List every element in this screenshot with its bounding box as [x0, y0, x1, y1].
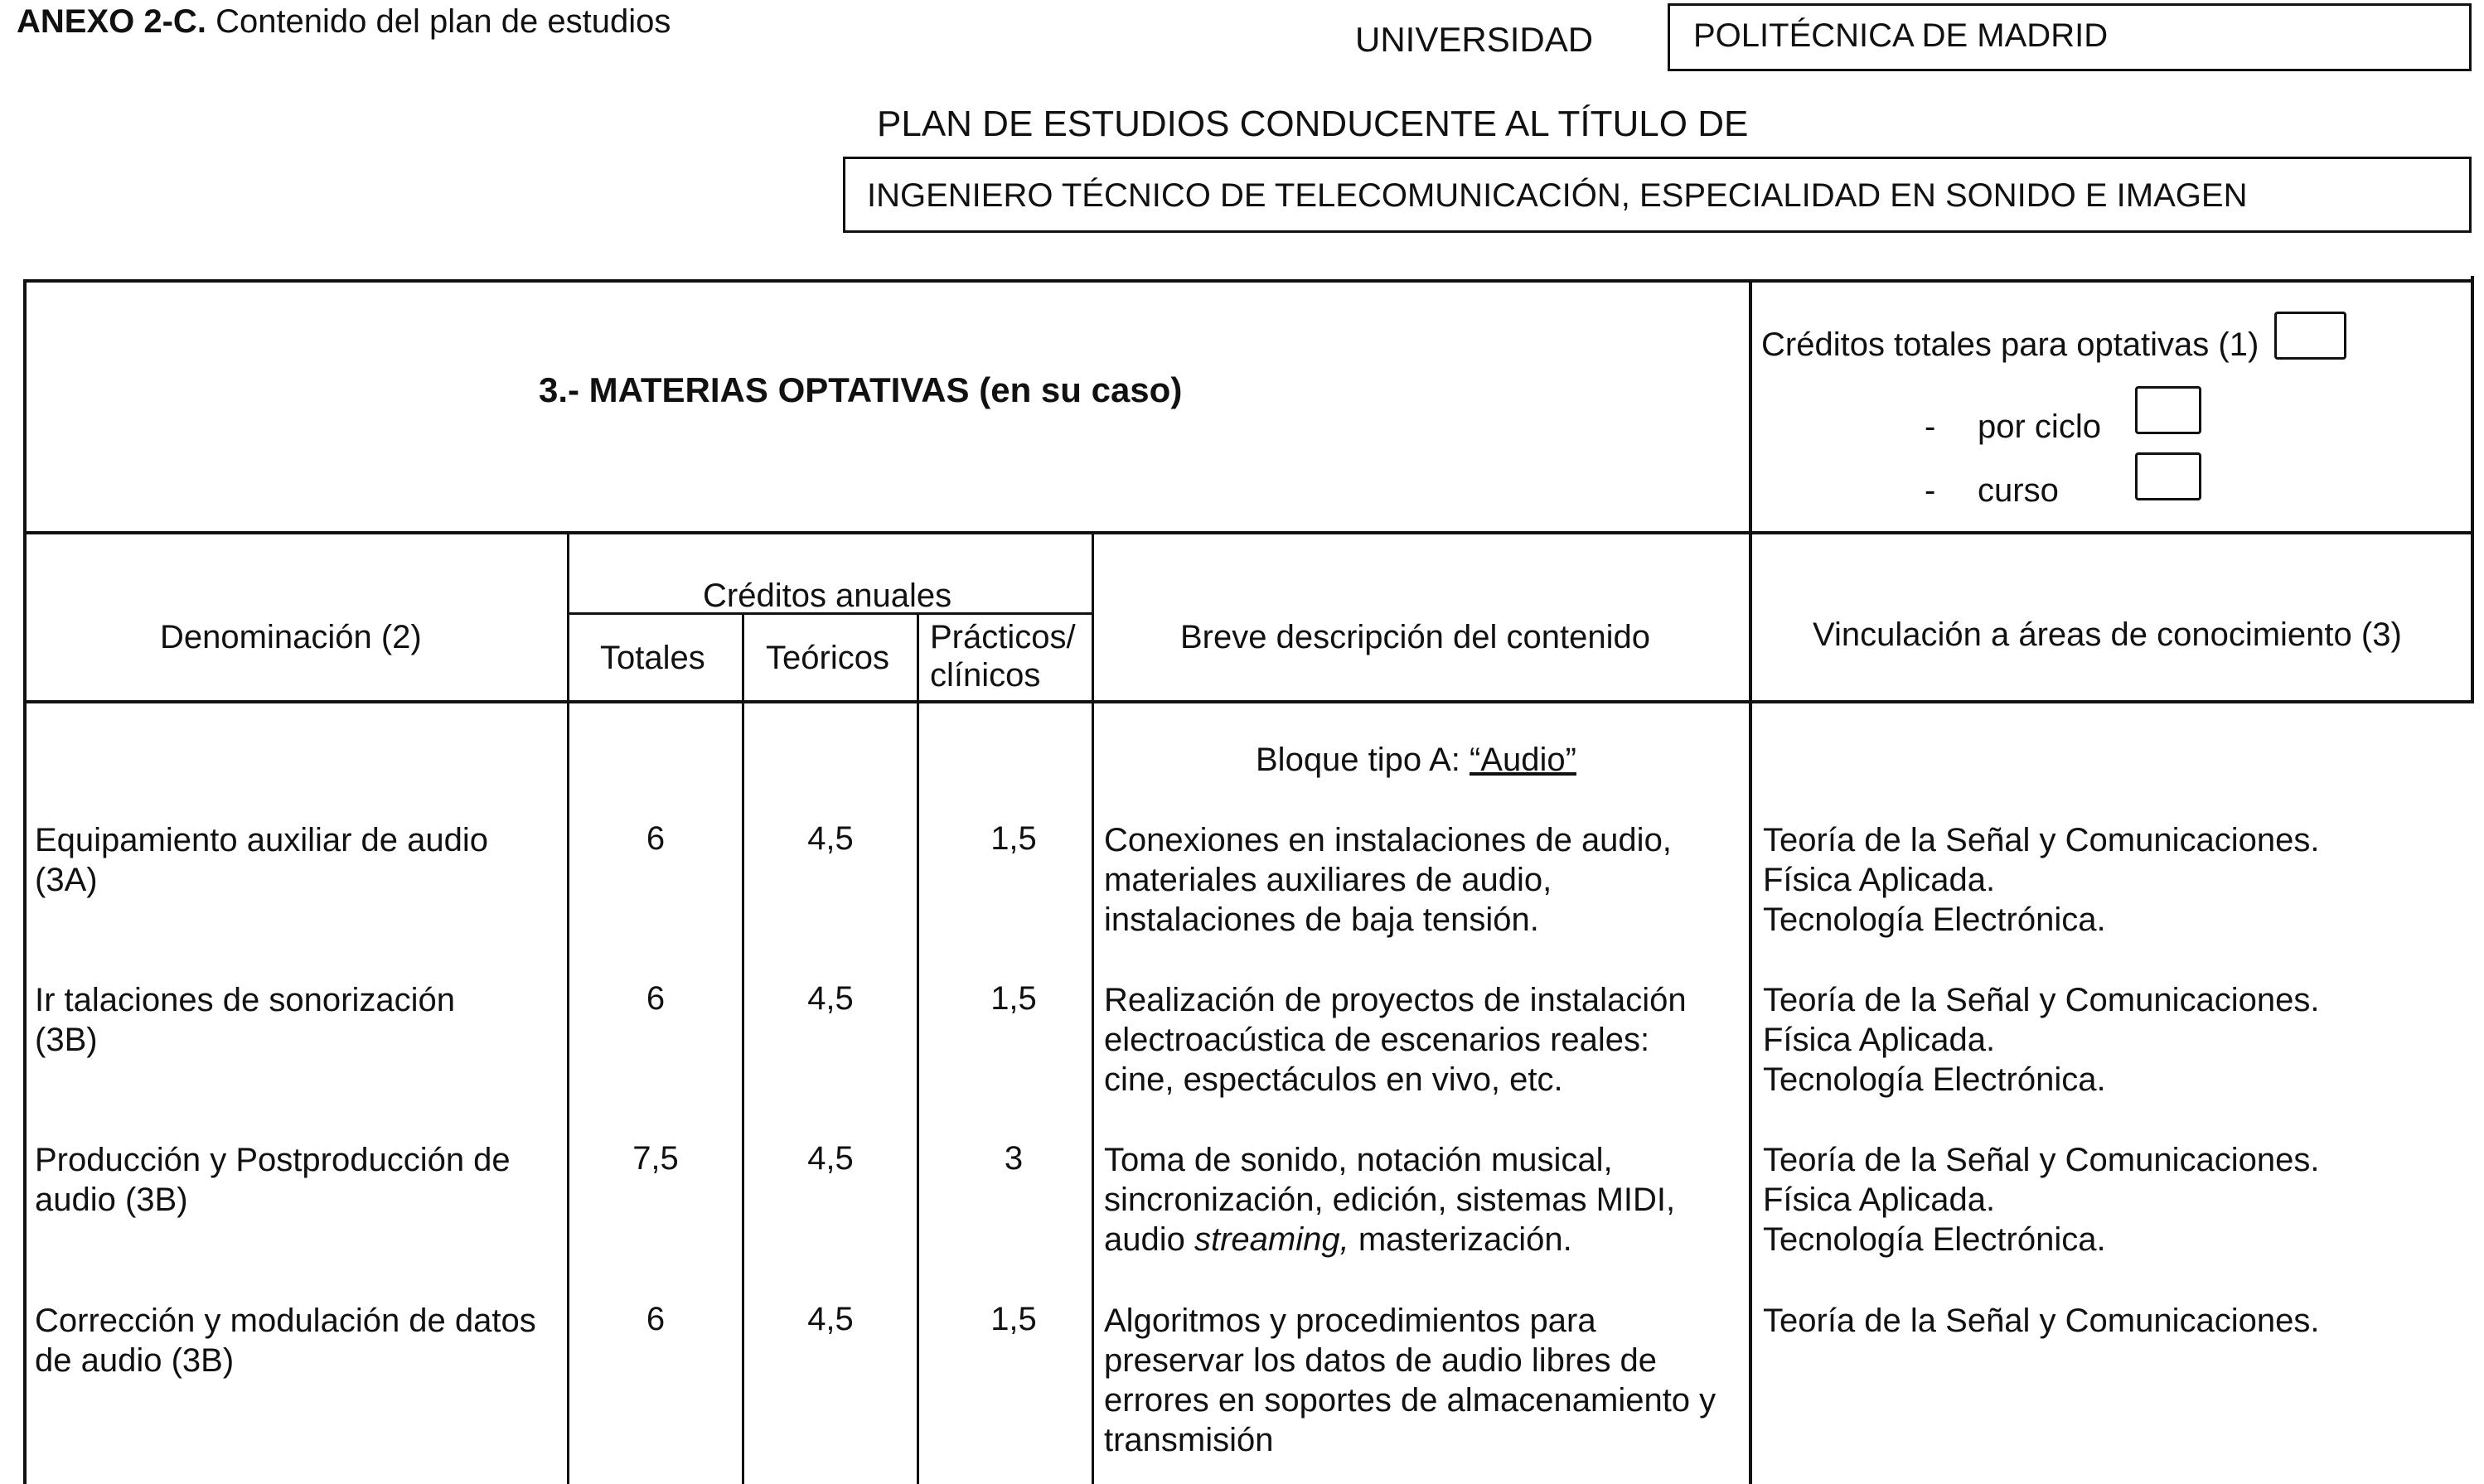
- row-name: Ir talaciones de sonorización (3B): [35, 982, 455, 1058]
- col-descripcion: Breve descripción del contenido: [1180, 619, 1651, 655]
- annex-heading: [17, 3, 671, 41]
- row-description: Algoritmos y procedimientos para preservar los datos de audio libres de errores en soportes de almacenamiento y transmisión: [1104, 1303, 1717, 1458]
- per-cycle-box: [2135, 386, 2201, 434]
- plan-title-field: [843, 157, 2472, 233]
- plan-label: PLAN DE ESTUDIOS CONDUCENTE AL TÍTULO DE: [877, 104, 1749, 144]
- per-cycle-dash: -: [1925, 408, 1936, 445]
- row-totales: 6: [646, 980, 666, 1017]
- plan-title-value: INGENIERO TÉCNICO DE TELECOMUNICACIÓN, ESPECIALIDAD EN SONIDO E IMAGEN: [867, 177, 2248, 214]
- col-practicos: Prácticos/ clínicos: [930, 619, 1076, 694]
- credits-total-box: [2274, 312, 2346, 360]
- university-label: UNIVERSIDAD: [1355, 20, 1594, 59]
- row-areas: Teoría de la Señal y Comunicaciones. Física Aplicada. Tecnología Electrónica.: [1763, 822, 2320, 938]
- annex-label: ANEXO 2-C.: [17, 3, 206, 40]
- col-teoricos: Teóricos: [766, 640, 889, 676]
- row-description: [1104, 1140, 1675, 1259]
- row-totales: 6: [646, 820, 666, 857]
- row-totales: 6: [646, 1301, 666, 1337]
- credits-total-label: Créditos totales para optativas (1): [1761, 326, 2259, 363]
- block-name: “Audio”: [1469, 742, 1576, 778]
- annex-text: Contenido del plan de estudios: [215, 3, 671, 40]
- university-value: POLITÉCNICA DE MADRID: [1693, 17, 2109, 54]
- row-teoricos: 4,5: [807, 820, 854, 857]
- row-practicos: 1,5: [990, 980, 1037, 1017]
- row-totales: 7,5: [632, 1140, 679, 1177]
- row-description: Realización de proyectos de instalación electroacústica de escenarios reales: cine, espectáculos en vivo, etc.: [1104, 982, 1687, 1098]
- course-label: curso: [1978, 472, 2059, 509]
- course-box: [2135, 452, 2201, 500]
- row-name: Equipamiento auxiliar de audio (3A): [35, 822, 489, 898]
- row-description-italic: streaming,: [1194, 1221, 1349, 1258]
- per-cycle-label: por ciclo: [1978, 408, 2101, 445]
- row-practicos: 1,5: [990, 820, 1037, 857]
- row-practicos: 1,5: [990, 1301, 1037, 1337]
- block-prefix: Bloque tipo A:: [1256, 742, 1470, 778]
- col-creditos-anuales: Créditos anuales: [703, 578, 952, 614]
- row-areas: Teoría de la Señal y Comunicaciones. Física Aplicada. Tecnología Electrónica.: [1763, 1142, 2320, 1258]
- row-name: Producción y Postproducción de audio (3B): [35, 1142, 511, 1218]
- col-denominacion: Denominación (2): [160, 619, 422, 655]
- row-description-end: masterización.: [1349, 1221, 1572, 1258]
- row-teoricos: 4,5: [807, 1301, 854, 1337]
- row-teoricos: 4,5: [807, 1140, 854, 1177]
- row-description-text: Toma de sonido, notación musical, sincronización, edición, sistemas MIDI, audio: [1104, 1142, 1676, 1258]
- course-dash: -: [1925, 472, 1936, 509]
- row-name: Corrección y modulación de datos de audio (3B): [35, 1303, 536, 1379]
- row-teoricos: 4,5: [807, 980, 854, 1017]
- row-areas: Teoría de la Señal y Comunicaciones.: [1763, 1303, 2320, 1339]
- row-areas: Teoría de la Señal y Comunicaciones. Física Aplicada. Tecnología Electrónica.: [1763, 982, 2320, 1098]
- col-vinculacion: Vinculación a áreas de conocimiento (3): [1813, 616, 2402, 653]
- university-field: [1668, 3, 2472, 71]
- col-totales: Totales: [600, 640, 705, 676]
- row-description: Conexiones en instalaciones de audio, materiales auxiliares de audio, instalaciones de baja tensión.: [1104, 822, 1672, 938]
- section-title: 3.- MATERIAS OPTATIVAS (en su caso): [539, 370, 1183, 409]
- block-heading: [1256, 742, 1576, 779]
- row-practicos: 3: [1004, 1140, 1024, 1177]
